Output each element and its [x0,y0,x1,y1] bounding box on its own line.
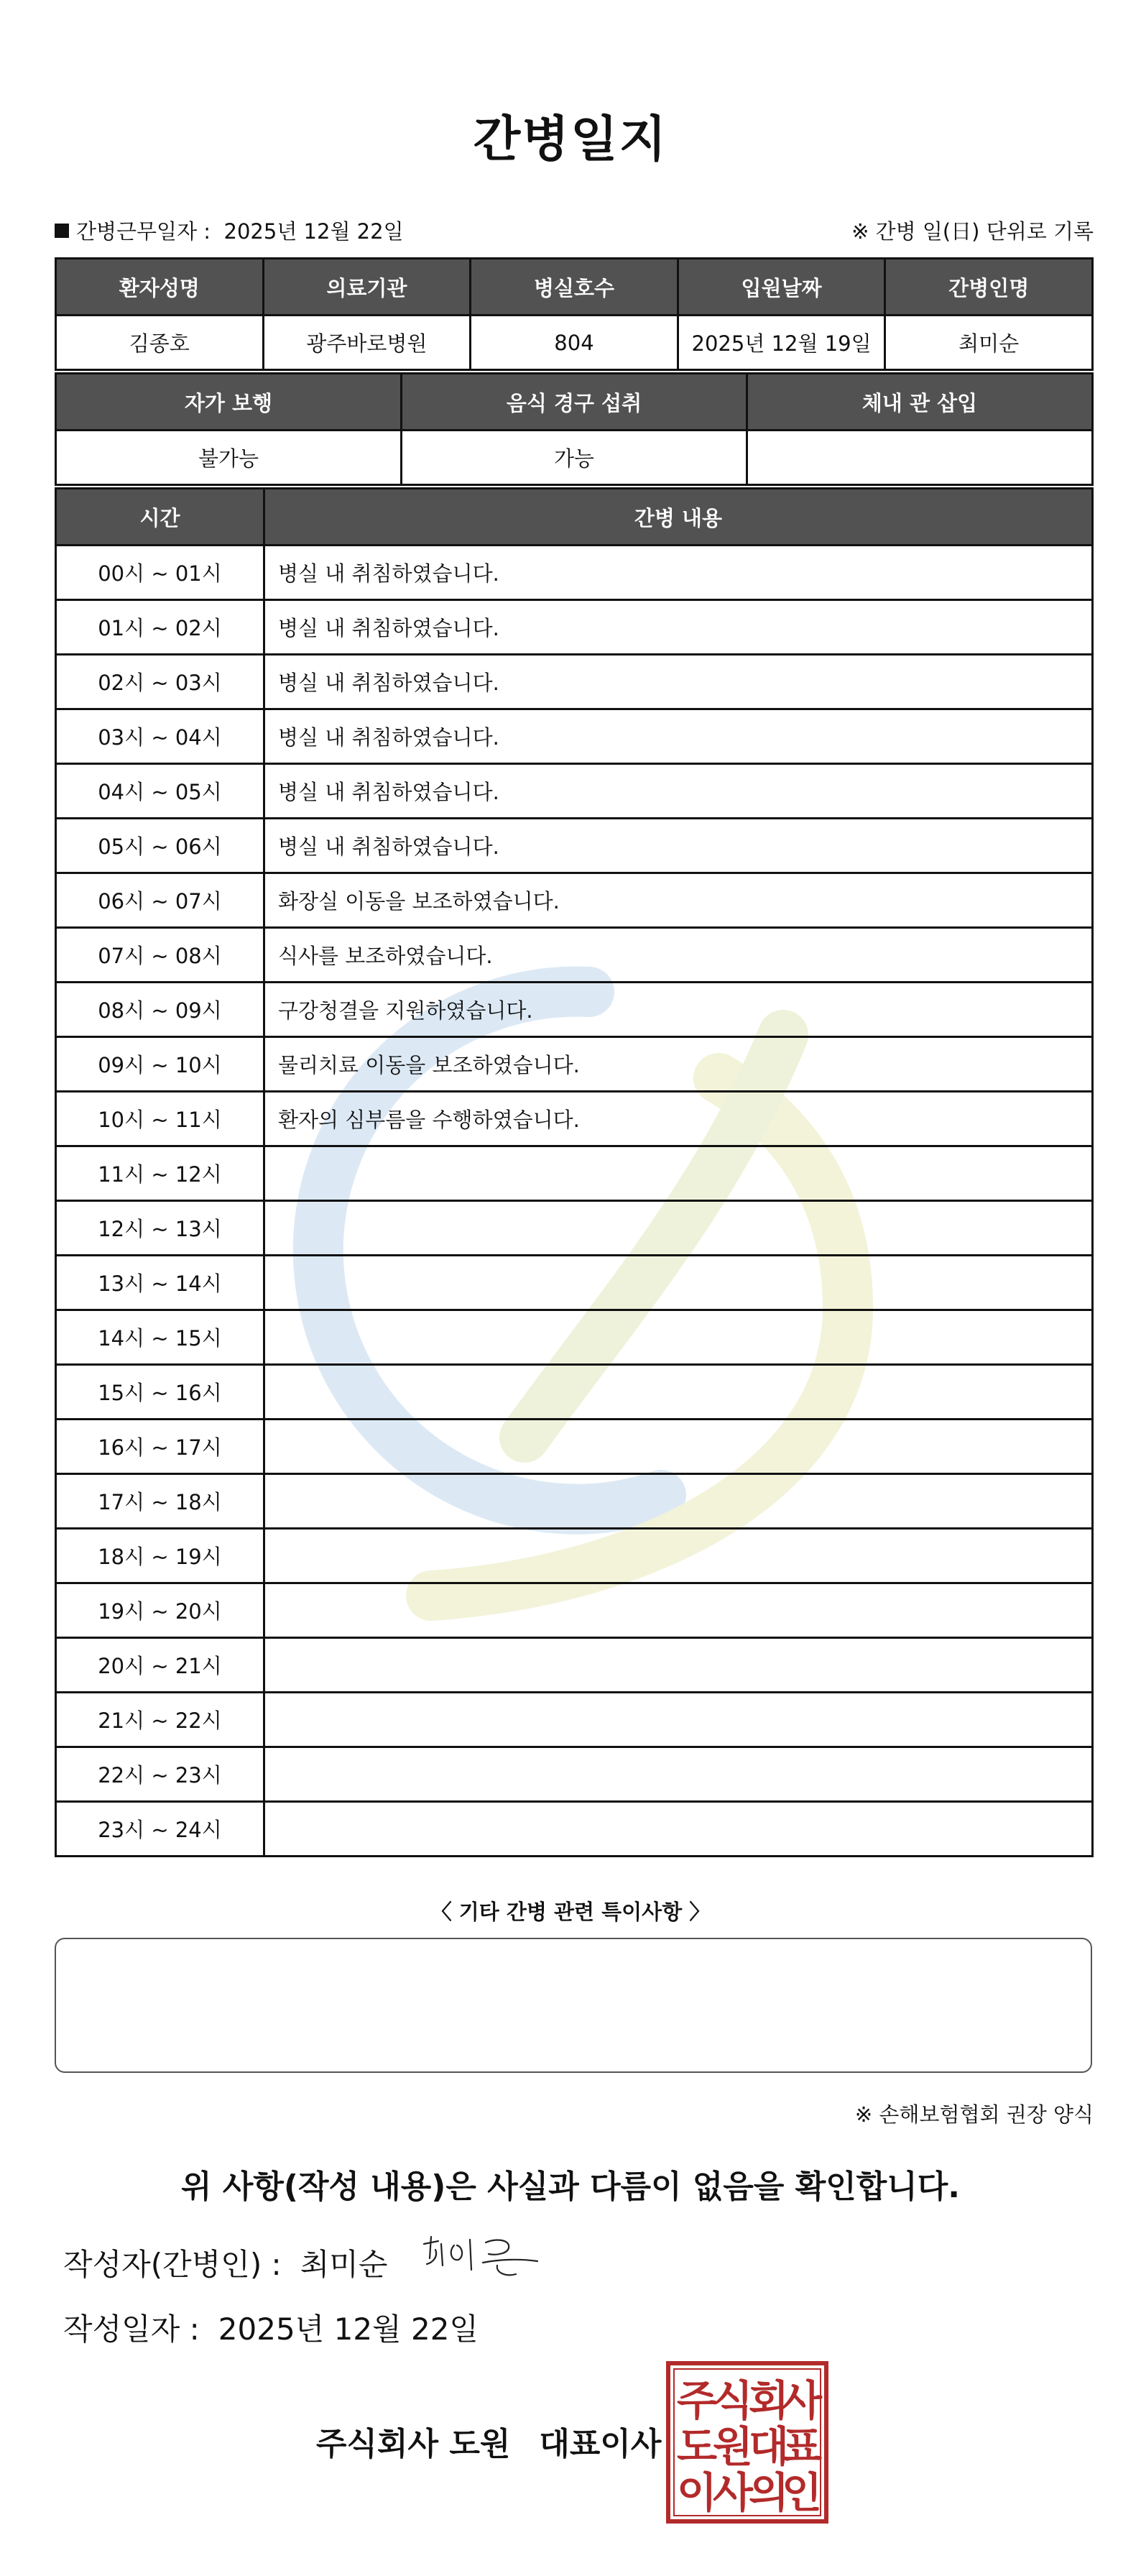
svg-text:사: 사 [712,2468,754,2517]
time-slot: 01시 ~ 02시 [56,600,264,655]
table-row [56,1474,1093,1529]
care-content: 병실 내 취침하였습니다. [264,600,1093,655]
care-content: 환자의 심부름을 수행하였습니다. [264,1092,1093,1146]
time-slot: 08시 ~ 09시 [56,983,264,1037]
table-row [56,1310,1093,1365]
care-log-table [55,487,1094,1857]
svg-text:인: 인 [781,2468,823,2517]
care-content [264,1693,1093,1747]
work-date [55,216,404,245]
table-row [56,600,1093,655]
care-content [264,1529,1093,1583]
table-row [56,1583,1093,1638]
table-row [56,709,1093,764]
date-value: 2025년 12월 22일 [218,2312,479,2347]
representative-title: 대표이사 [539,2426,662,2462]
time-slot: 15시 ~ 16시 [56,1365,264,1420]
time-slot: 19시 ~ 20시 [56,1583,264,1638]
written-date-line [63,2306,479,2349]
care-content: 식사를 보조하였습니다. [264,928,1093,983]
table-row [56,1420,1093,1474]
time-slot: 17시 ~ 18시 [56,1474,264,1529]
table-row [56,1201,1093,1256]
tube-insertion [747,431,1093,485]
care-content: 화장실 이동을 보조하였습니다. [264,873,1093,928]
patient-name: 김종호 [56,316,264,370]
svg-text:주: 주 [676,2376,718,2425]
svg-text:원: 원 [712,2422,754,2471]
handwritten-signature [417,2222,546,2287]
time-slot: 10시 ~ 11시 [56,1092,264,1146]
table-row [56,819,1093,873]
writer-label: 작성자(간병인) : [63,2247,282,2282]
time-slot: 04시 ~ 05시 [56,764,264,819]
hospital: 광주바로병원 [263,316,471,370]
header-self-walking: 자가 보행 [56,374,402,431]
table-row [56,1037,1093,1092]
svg-text:사: 사 [781,2376,823,2425]
header-care-content: 간병 내용 [264,489,1093,546]
page-title: 간병일지 [473,111,668,168]
header-tube-insertion: 체내 관 삽입 [747,374,1093,431]
unit-note: ※ 간병 일(日) 단위로 기록 [851,219,1094,244]
care-content [264,1420,1093,1474]
time-slot: 00시 ~ 01시 [56,546,264,600]
meta-row [55,216,1094,252]
care-content [264,1802,1093,1857]
care-content [264,1474,1093,1529]
header-oral-intake: 음식 경구 섭취 [402,374,747,431]
confirmation-statement: 위 사항(작성 내용)은 사실과 다름이 없음을 확인합니다. [181,2168,960,2205]
care-content: 병실 내 취침하였습니다. [264,764,1093,819]
care-content: 병실 내 취침하였습니다. [264,819,1093,873]
time-slot: 03시 ~ 04시 [56,709,264,764]
table-row [56,1747,1093,1802]
header-room-number: 병실호수 [471,259,678,316]
header-hospital: 의료기관 [263,259,471,316]
writer-line [63,2241,387,2284]
time-slot: 21시 ~ 22시 [56,1693,264,1747]
time-slot: 12시 ~ 13시 [56,1201,264,1256]
svg-text:대: 대 [748,2422,790,2471]
work-date-label: 간병근무일자 : [76,219,211,244]
care-content: 병실 내 취침하였습니다. [264,546,1093,600]
table-row [56,873,1093,928]
log-body [56,546,1093,1857]
time-slot: 22시 ~ 23시 [56,1747,264,1802]
time-slot: 18시 ~ 19시 [56,1529,264,1583]
time-slot: 16시 ~ 17시 [56,1420,264,1474]
care-content [264,1310,1093,1365]
form-footnote: ※ 손해보험협회 권장 양식 [854,2102,1094,2127]
table-row [56,764,1093,819]
time-slot: 11시 ~ 12시 [56,1146,264,1201]
care-content: 구강청결을 지원하였습니다. [264,983,1093,1037]
time-slot: 14시 ~ 15시 [56,1310,264,1365]
svg-text:표: 표 [781,2422,823,2471]
svg-text:의: 의 [748,2468,790,2517]
date-label: 작성일자 : [63,2312,200,2347]
svg-text:도: 도 [676,2422,718,2471]
table-row [56,655,1093,709]
table-row [56,1802,1093,1857]
remarks-label: 〈 기타 간병 관련 특이사항 〉 [430,1900,711,1924]
svg-text:이: 이 [676,2468,718,2517]
svg-text:회: 회 [748,2376,790,2425]
status-header-row [56,374,1093,431]
time-slot: 23시 ~ 24시 [56,1802,264,1857]
table-row [56,1529,1093,1583]
header-patient-name: 환자성명 [56,259,264,316]
oral-intake: 가능 [402,431,747,485]
company-seal-icon [665,2360,829,2524]
table-row [56,1256,1093,1310]
remarks-box [55,1938,1092,2073]
status-value-row [56,431,1093,485]
care-content [264,1201,1093,1256]
table-row [56,1693,1093,1747]
care-content [264,1747,1093,1802]
room-number: 804 [471,316,678,370]
header-admission-date: 입원날짜 [678,259,885,316]
care-content [264,1146,1093,1201]
care-content [264,1583,1093,1638]
company-name: 주식회사 도원 [316,2426,511,2462]
time-slot: 05시 ~ 06시 [56,819,264,873]
table-row [56,928,1093,983]
log-header-row [56,489,1093,546]
info-value-row [56,316,1093,370]
work-date-value: 2025년 12월 22일 [223,219,404,244]
header-caregiver-name: 간병인명 [885,259,1093,316]
time-slot: 13시 ~ 14시 [56,1256,264,1310]
time-slot: 20시 ~ 21시 [56,1638,264,1693]
patient-status-table [55,372,1094,486]
care-content: 물리치료 이동을 보조하였습니다. [264,1037,1093,1092]
caregiver-name: 최미순 [885,316,1093,370]
info-header-row [56,259,1093,316]
square-bullet-icon [55,224,69,238]
company-line [316,2418,661,2464]
self-walking: 불가능 [56,431,402,485]
admission-date: 2025년 12월 19일 [678,316,885,370]
table-row [56,546,1093,600]
care-content: 병실 내 취침하였습니다. [264,709,1093,764]
header-time: 시간 [56,489,264,546]
time-slot: 09시 ~ 10시 [56,1037,264,1092]
time-slot: 07시 ~ 08시 [56,928,264,983]
care-content [264,1365,1093,1420]
care-content: 병실 내 취침하였습니다. [264,655,1093,709]
table-row [56,1092,1093,1146]
table-row [56,1638,1093,1693]
writer-name: 최미순 [300,2247,388,2282]
table-row [56,983,1093,1037]
svg-text:식: 식 [712,2376,754,2425]
time-slot: 02시 ~ 03시 [56,655,264,709]
time-slot: 06시 ~ 07시 [56,873,264,928]
table-row [56,1365,1093,1420]
patient-info-table [55,257,1094,371]
care-content [264,1256,1093,1310]
care-content [264,1638,1093,1693]
table-row [56,1146,1093,1201]
